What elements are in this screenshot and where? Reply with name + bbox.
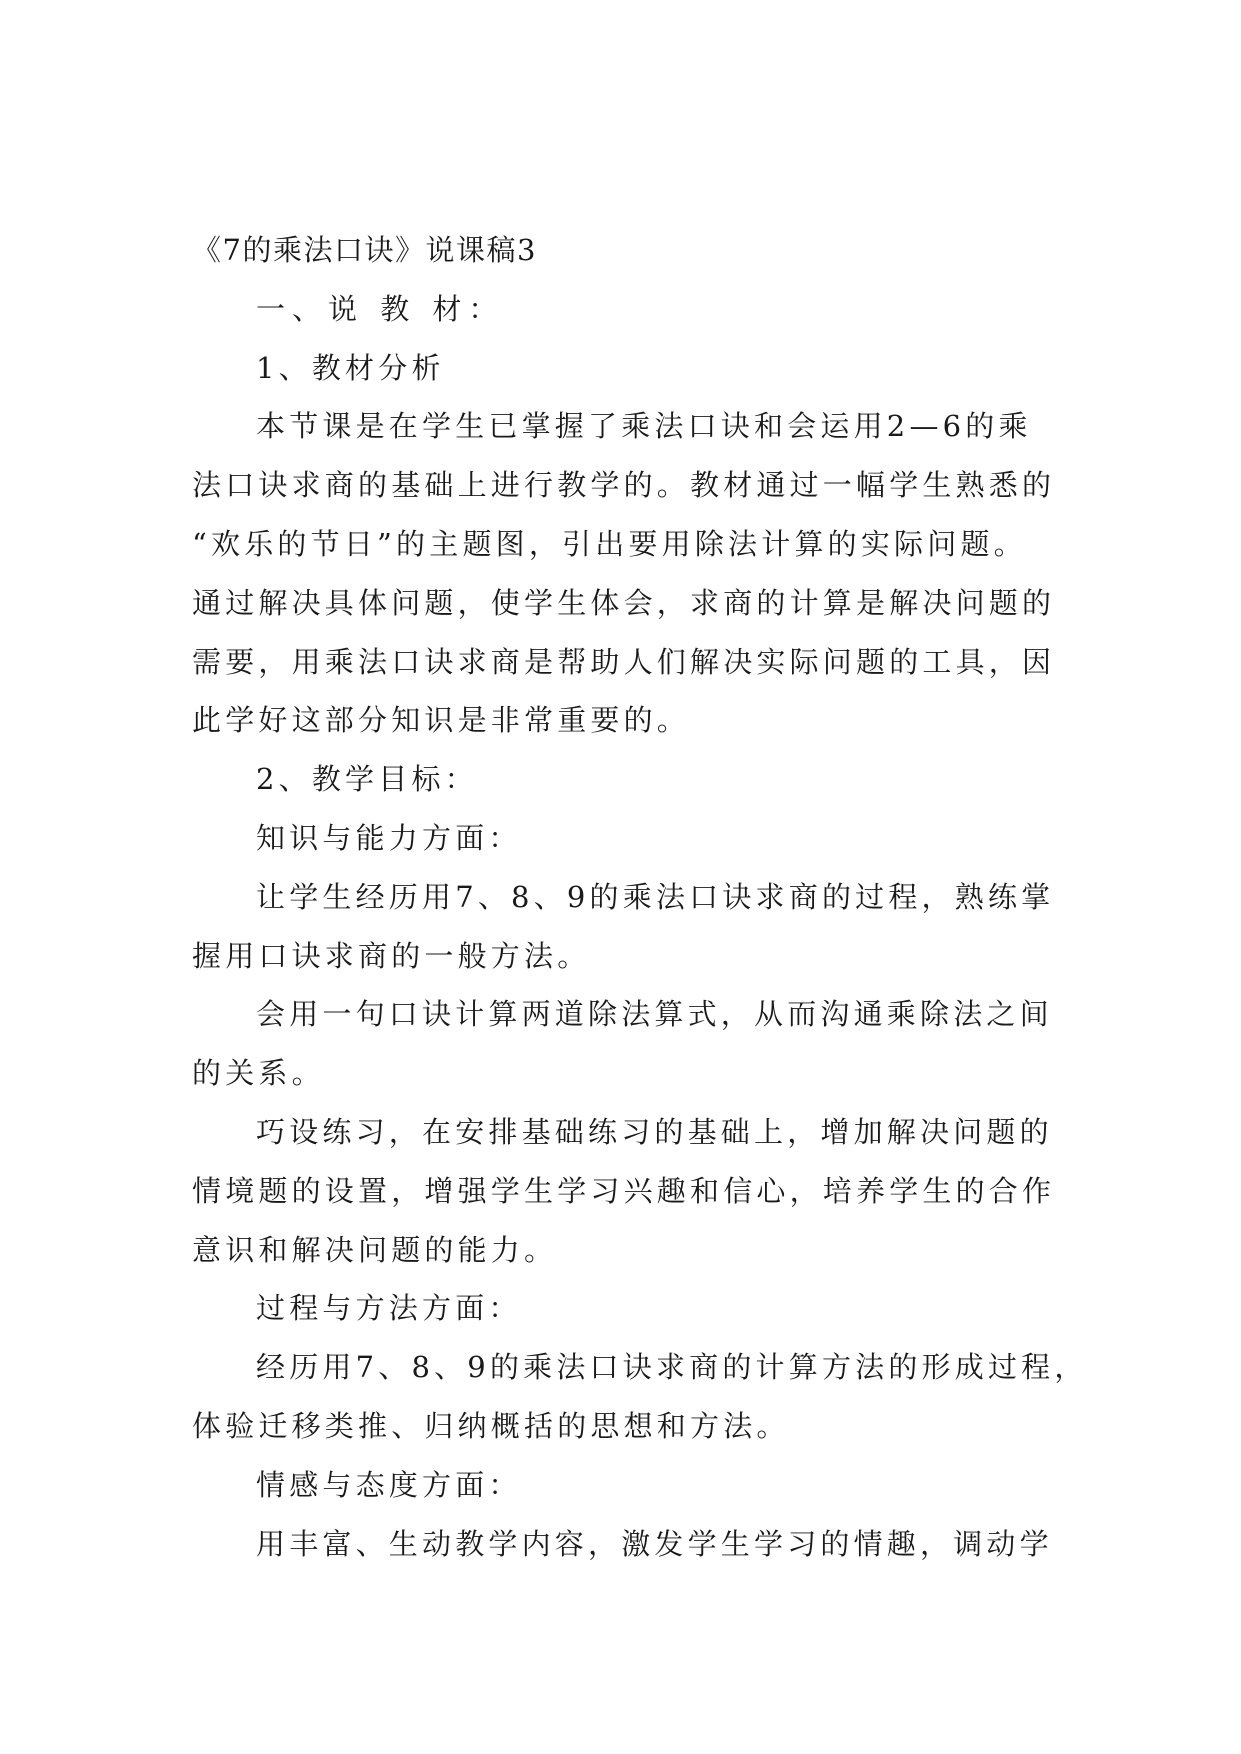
paragraph-line: 此学好这部分知识是非常重要的。 <box>192 703 691 738</box>
paragraph-line: 1、教材分析 <box>256 350 445 385</box>
paragraph-line: 意识和解决问题的能力。 <box>192 1232 558 1267</box>
paragraph-line: 知识与能力方面： <box>256 820 522 855</box>
paragraph-line: 法口诀求商的基础上进行教学的。教材通过一幅学生熟悉的 <box>192 468 1056 503</box>
paragraph-line: 通过解决具体问题，使学生体会，求商的计算是解决问题的 <box>192 585 1056 620</box>
paragraph-line: 本节课是在学生已掌握了乘法口诀和会运用2—6的乘 <box>256 409 1032 444</box>
paragraph-line: 情境题的设置，增强学生学习兴趣和信心，培养学生的合作 <box>192 1173 1056 1208</box>
paragraph-line: 巧设练习，在安排基础练习的基础上，增加解决问题的 <box>256 1114 1053 1149</box>
document-body <box>192 280 1088 1574</box>
paragraph-line: 会用一句口诀计算两道除法算式，从而沟通乘除法之间 <box>256 997 1053 1032</box>
paragraph-line: 情感与态度方面： <box>256 1467 522 1502</box>
paragraph-line: 需要，用乘法口诀求商是帮助人们解决实际问题的工具，因 <box>192 644 1056 679</box>
paragraph-line: 2、教学目标： <box>256 762 478 797</box>
paragraph-line: 让学生经历用7、8、9的乘法口诀求商的过程，熟练掌 <box>256 879 1055 914</box>
paragraph-line: 一、说 教 材： <box>256 291 505 326</box>
document-page <box>192 221 1088 1573</box>
paragraph-line: 经历用7、8、9的乘法口诀求商的计算方法的形成过程， <box>256 1350 1088 1385</box>
document-title: 《7的乘法口诀》说课稿3 <box>192 233 537 267</box>
paragraph-line: “欢乐的节日”的主题图，引出要用除法计算的实际问题。 <box>192 526 1027 561</box>
paragraph-line: 体验迁移类推、归纳概括的思想和方法。 <box>192 1408 790 1443</box>
paragraph-line: 的关系。 <box>192 1056 325 1091</box>
paragraph-line: 过程与方法方面： <box>256 1291 522 1326</box>
paragraph-line: 用丰富、生动教学内容，激发学生学习的情趣，调动学 <box>256 1526 1053 1561</box>
paragraph-line: 握用口诀求商的一般方法。 <box>192 938 591 973</box>
